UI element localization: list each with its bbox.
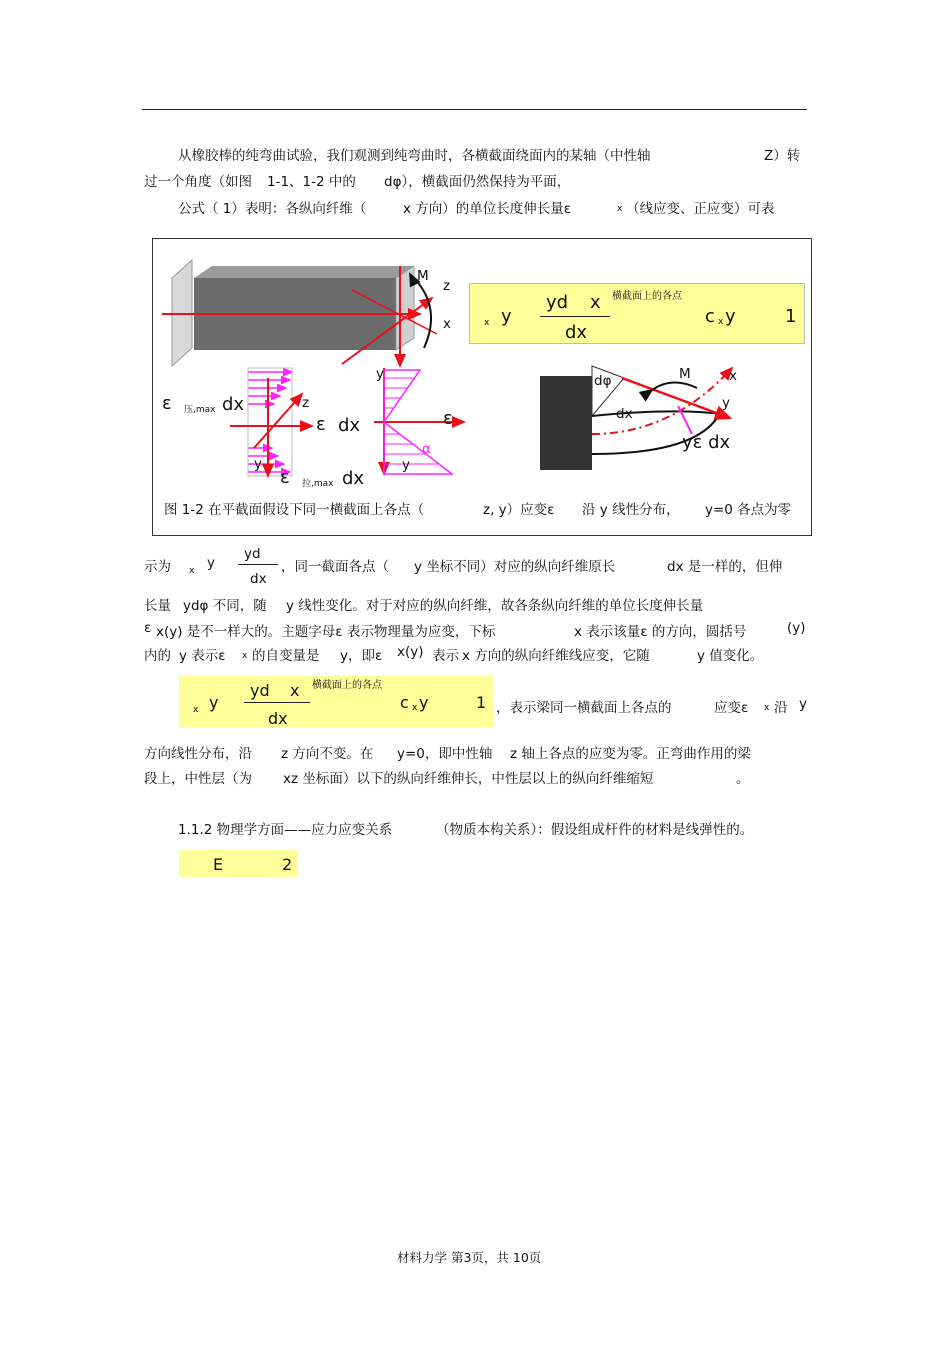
beam-label-m: M (417, 268, 429, 284)
arc-dphi: dφ (594, 373, 612, 389)
profile-y: y (402, 457, 410, 473)
p3-fraction-bar (238, 564, 278, 565)
beam-label-y: y (376, 366, 384, 382)
arc-top-curve (592, 411, 722, 416)
p1-text-b: Z）转 (764, 148, 801, 164)
eps-tens-dx: dx (342, 468, 365, 489)
p3-text-d: dx 是一样的，但伸 (667, 559, 783, 575)
p7-text-e: y (799, 696, 807, 712)
formula1-num-x: x (590, 292, 601, 313)
page-footer: 材料力学 第3页，共 10页 (397, 1250, 542, 1265)
figure-caption-c: 沿 y 线性分布， (582, 502, 680, 518)
section-heading: 1.1.2 物理学方面——应力应变关系 (178, 822, 393, 838)
formula1-num: yd (546, 292, 569, 313)
figure-caption-b: z, y）应变ε (483, 502, 555, 518)
p6-text-a: 内的 (144, 648, 171, 664)
arc-y: y (722, 395, 730, 411)
eps-press-symbol: ε (162, 393, 172, 414)
p8-text-a: 方向线性分布，沿 (144, 746, 252, 762)
formula2-den: dx (268, 709, 288, 728)
arc-magenta-seg (678, 406, 692, 434)
p2-text-d: （线应变、正应变）可表 (626, 201, 775, 217)
formula1-c: c (705, 306, 715, 327)
p2-text-a: 公式（ 1）表明：各纵向纤维（ (178, 201, 367, 217)
p6-text-f: x(y) (397, 644, 424, 660)
arc-x: x (729, 368, 737, 384)
p1-text-d: 1-1、1-2 中的 (267, 174, 356, 190)
arc-yeps-dx: yε dx (682, 432, 731, 453)
p3-text-c: y 坐标不同）对应的纵向纤维原长 (414, 559, 616, 575)
formula1-sub-x: x (484, 318, 490, 328)
p5-text-c: x 表示该量ε 的方向，圆括号 (574, 624, 747, 640)
formula1-c-sub: x (718, 317, 724, 327)
p1-text-a: 从橡胶棒的纯弯曲试验，我们观测到纯弯曲时，各横截面绕面内的某轴（中性轴 (178, 148, 651, 164)
beam-label-z: z (443, 278, 451, 294)
p7-sub-x: x (764, 703, 770, 713)
eps-press-dx: dx (222, 394, 245, 415)
arc-moment (652, 382, 697, 390)
p1-text-c: 过一个角度（如图 (144, 174, 252, 190)
figure-caption-a: 图 1-2 在平截面假设下同一横截面上各点（ (164, 502, 425, 518)
formula2-c-sub: x (412, 703, 418, 713)
mid-dx: dx (338, 415, 361, 436)
formula1-y: y (501, 306, 512, 327)
p3-sub-x: x (189, 566, 195, 576)
figure-caption-d: y=0 各点为零 (705, 502, 792, 518)
formula2-number: 1 (476, 693, 487, 712)
formula2-num-x: x (290, 681, 300, 700)
p3-num: yd (244, 546, 261, 562)
p4-text-b: ydφ 不同，随 (183, 598, 267, 614)
block-z-axis (254, 394, 302, 448)
formula1-cy: y (725, 306, 736, 327)
profile-bottom-triangle (384, 422, 452, 474)
p4-text-a: 长量 (144, 598, 171, 614)
formula2-fraction-bar (244, 702, 310, 703)
p8-text-d: z 轴上各点的应变为零。正弯曲作用的梁 (510, 746, 751, 762)
p8-text-c: y=0，即中性轴 (397, 746, 493, 762)
p4-text-c: y 线性变化。对于对应的纵向纤维，故各条纵向纤维的单位长度伸长量 (286, 598, 704, 614)
p7-text-b: 应变ε (714, 700, 749, 716)
eps-tens-symbol: ε (280, 467, 290, 488)
p6-text-i: y 值变化。 (697, 648, 764, 664)
section-heading-b: （物质本构关系）：假设组成杆件的材料是线弹性的。 (436, 822, 754, 838)
eps-press-sub: 压,max (184, 405, 216, 415)
p9-text-c: 。 (736, 771, 750, 787)
arc-dx: dx (616, 406, 633, 422)
eps-tens-sub: 拉,max (302, 479, 334, 489)
p6-text-d: 的自变量是 (252, 648, 320, 664)
p6-sub-x: x (242, 651, 248, 661)
p9-text-a: 段上，中性层（为 (144, 771, 252, 787)
p2-text-b: x 方向）的单位长度伸长量ε (403, 201, 572, 217)
p8-text-b: z 方向不变。在 (281, 746, 374, 762)
formula3-box (179, 850, 298, 877)
p9-text-b: xz 坐标面）以下的纵向纤维伸长，中性层以上的纵向纤维缩短 (283, 771, 654, 787)
header-rule (142, 109, 807, 110)
formula2-cy: y (419, 693, 429, 712)
p5-text-a: ε (144, 620, 152, 636)
beam-top (194, 266, 414, 278)
formula1-fraction-bar (540, 316, 610, 317)
p1-text-e: dφ），横截面仍然保持为平面， (384, 174, 571, 190)
formula1-note: 横截面上的各点 (612, 291, 682, 302)
formula1-den: dx (565, 322, 588, 343)
p5-text-b: x(y) 是不一样大的。主题字母ε 表示物理量为应变，下标 (156, 624, 496, 640)
formula2-c: c (400, 693, 409, 712)
p3-text-a: 示为 (144, 559, 171, 575)
formula2-y: y (209, 693, 219, 712)
p3-den: dx (250, 571, 267, 587)
p2-text-c: x (617, 204, 623, 214)
arc-m: M (679, 366, 691, 382)
p6-text-h: x 方向的纵向纤维线应变，它随 (462, 648, 650, 664)
p6-text-g: 表示 (432, 648, 459, 664)
p7-text-a: ，表示梁同一横截面上各点的 (496, 700, 672, 716)
formula2-sub-x: x (193, 705, 199, 715)
profile-alpha: α (422, 441, 431, 457)
mid-label-z: z (302, 395, 310, 411)
mid-eps: ε (316, 414, 326, 435)
arc-wall (540, 376, 592, 470)
mid-label-y: y (254, 456, 262, 472)
p3-y: y (207, 555, 215, 571)
p6-text-e: y，即ε (340, 648, 383, 664)
formula3-number: 2 (282, 855, 293, 874)
p7-text-d: 沿 (774, 700, 788, 716)
formula2-num: yd (250, 681, 270, 700)
formula1-number: 1 (785, 306, 797, 327)
p5-text-d: (y) (787, 620, 806, 636)
p6-text-b: y 表示ε (179, 648, 226, 664)
beam-label-x: x (443, 316, 451, 332)
formula3-e: E (213, 855, 224, 874)
profile-eps: ε (443, 408, 453, 429)
formula2-note: 横截面上的各点 (312, 680, 382, 691)
p3-text-b: ，同一截面各点（ (281, 559, 389, 575)
